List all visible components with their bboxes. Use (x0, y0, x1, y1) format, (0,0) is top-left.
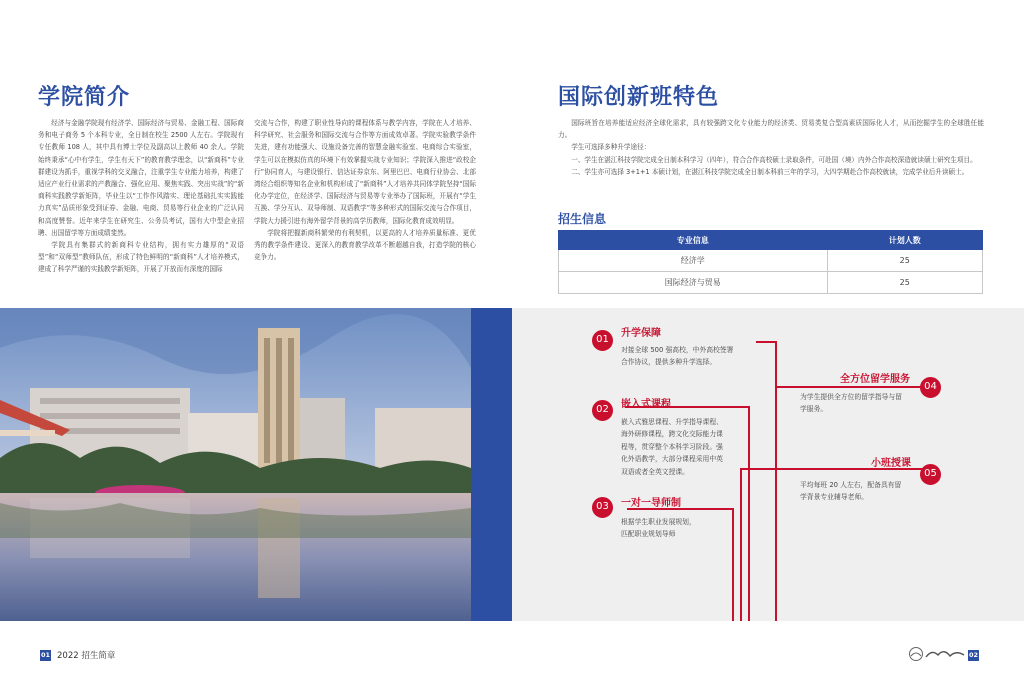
intl-paragraph: 国际班旨在培养能适应经济全球化需求，具有较强跨文化专业能力的经济类、贸易类复合型高素质国际化人才，从而挖掘学生的全球胜任能力。 (558, 119, 984, 140)
intro-paragraph: 经济与金融学院现有经济学、国际经济与贸易、金融工程、国际商务和电子商务 5 个本科专业，全日制在校生 2500 人左右。学院现有专任教师 108 人，其中具有博士学位及副高以上教师 40 余人。学院始终秉承“心中有学生，学生有天下”的教育教学理念，以“新商科”专业群建设为抓手，重视学科的交叉融合，注重学生专业能力培养，构建了适应产业行业需求的产教融合、强化应用、聚焦实践、突出实战”的“新商科实践教学新矩阵，毕业生以“工作作风踏实、理论基础扎实实践能力真实”品质形象受到证券、金融、电商、贸易等行业企业的广泛认同和高度赞誉。近年来学生在研究生、公务员考试，国有大中型企业招聘、出国留学等方面成绩斐然。 (38, 119, 244, 237)
feature-line: 学服务。 (800, 405, 828, 414)
enroll-info-title: 招生信息 (558, 212, 607, 226)
feature-line: 合作协议，提供多种升学选择。 (621, 358, 717, 367)
feature-line: 根据学生职业发展规划， (621, 518, 696, 526)
feature-line: 海外研修课程，跨文化交际能力课 (621, 430, 723, 439)
cell-quota: 25 (827, 272, 982, 294)
intro-column-1 (38, 117, 244, 276)
intro-paragraph: 学院具有集群式的新商科专业结构，拥有实力雄厚的“双语型”和“双师型”教师队伍，形成了特色鲜明的“新商科”人才培养模式，建成了科学严谨的实践教学新矩阵，开展了开放而有深度的国际 (38, 241, 244, 274)
feature-number-badge: 02 (592, 400, 613, 421)
feature-line: 双语或者全英文授课。 (621, 467, 689, 476)
right-page-title: 国际创新班特色 (558, 85, 720, 110)
feature-line: 化外语教学，大部分课程采用中英 (621, 455, 723, 464)
feature-number-badge: 03 (592, 497, 613, 518)
feature-line: 为学生提供全方位的留学指导与留 (800, 393, 902, 401)
feature-text-small-class (800, 479, 901, 504)
header-quota: 计划人数 (827, 231, 982, 250)
campus-photo (0, 308, 471, 621)
feature-text-embedded-courses (621, 416, 723, 478)
feature-line: 平均每班 20 人左右，配备具有留 (800, 481, 902, 489)
school-logo (908, 646, 966, 662)
intl-paragraph: 一、学生在湛江科技学院完成全日制本科学习（四年），符合合作高校硕士录取条件，可赴国（境）内外合作高校深造就读硕士研究生项目。 (571, 155, 977, 164)
intl-paragraph: 二、学生亦可选择 3+1+1 本硕计划，在湛江科技学院完成全日制本科前三年的学习，大四学期赴合作高校就读，完成学业后升读硕士。 (571, 167, 969, 176)
intl-paragraph: 学生可选择多种升学途径： (571, 143, 651, 152)
table-row (559, 250, 983, 272)
feature-line: 对接全球 500 强高校，中外高校签署 (621, 346, 734, 354)
feature-line: 程等，贯穿整个本科学习阶段。强 (621, 442, 723, 451)
feature-number-badge: 01 (592, 330, 613, 351)
intro-column-2 (254, 117, 476, 263)
intl-class-intro (558, 117, 984, 178)
cell-major: 国际经济与贸易 (559, 272, 828, 294)
feature-title-tutor: 一对一导师制 (621, 498, 681, 509)
feature-text-admission (621, 344, 733, 369)
cell-quota: 25 (827, 250, 982, 272)
feature-title-admission: 升学保障 (621, 328, 661, 339)
blue-accent-strip (471, 308, 512, 621)
table-row (559, 272, 983, 294)
page-number-right: 02 (968, 651, 979, 659)
feature-number-badge: 04 (920, 377, 941, 398)
feature-line: 匹配职业规划导师 (621, 530, 676, 539)
footer-brochure-title: 2022 招生简章 (57, 651, 116, 661)
feature-text-tutor (621, 516, 696, 541)
intro-paragraph: 交流与合作，构建了职业性导向的课程体系与教学内容，学院在人才培养、科学研究、社会服务和国际交流与合作等方面成效卓著。学院实验教学条件先进，建有功能强大、设施设备完善的智慧金融实验室、电商综合实验室，学生可以在模拟仿真的环境下有效掌握实战专业知识；学院深入推进“政校企行”协同育人，与建设银行、信达证券京东、阿里巴巴、电商行业协会、北部湾经合组织等知名企业和机构形成了“新商科”人才培养共同体学院坚持“国际化办学定位，在经济学、国际经济与贸易等专业举办了国际班，开展有“学生互换、学分互认、双导师制、双语教学”等多种形式的国际交流与合作项目，学院大力援引进有海外留学背景的高学历教师，国际化教育成效明显。 (254, 119, 476, 225)
feature-title-embedded-courses: 嵌入式课程 (621, 399, 671, 410)
feature-title-small-class: 小班授课 (871, 458, 911, 469)
feature-title-study-abroad-service: 全方位留学服务 (840, 374, 910, 385)
feature-line: 嵌入式雅思课程、升学指导课程、 (621, 418, 723, 426)
left-page-title: 学院简介 (38, 85, 131, 110)
feature-text-study-abroad-service (800, 391, 902, 416)
intro-paragraph: 学院将把握新商科繁荣的有利契机，以更高的人才培养质量标准、更优秀的教学条件建设、更深入的教育教学改革不断超越自我，打造学院的核心竞争力。 (254, 228, 476, 262)
page-number-left: 01 (40, 651, 51, 659)
enroll-table (558, 230, 983, 294)
table-header-row (559, 231, 983, 250)
feature-line: 学背景专业辅导老师。 (800, 493, 868, 502)
features-panel (512, 308, 1024, 621)
header-major: 专业信息 (559, 231, 828, 250)
cell-major: 经济学 (559, 250, 828, 272)
feature-number-badge: 05 (920, 464, 941, 485)
